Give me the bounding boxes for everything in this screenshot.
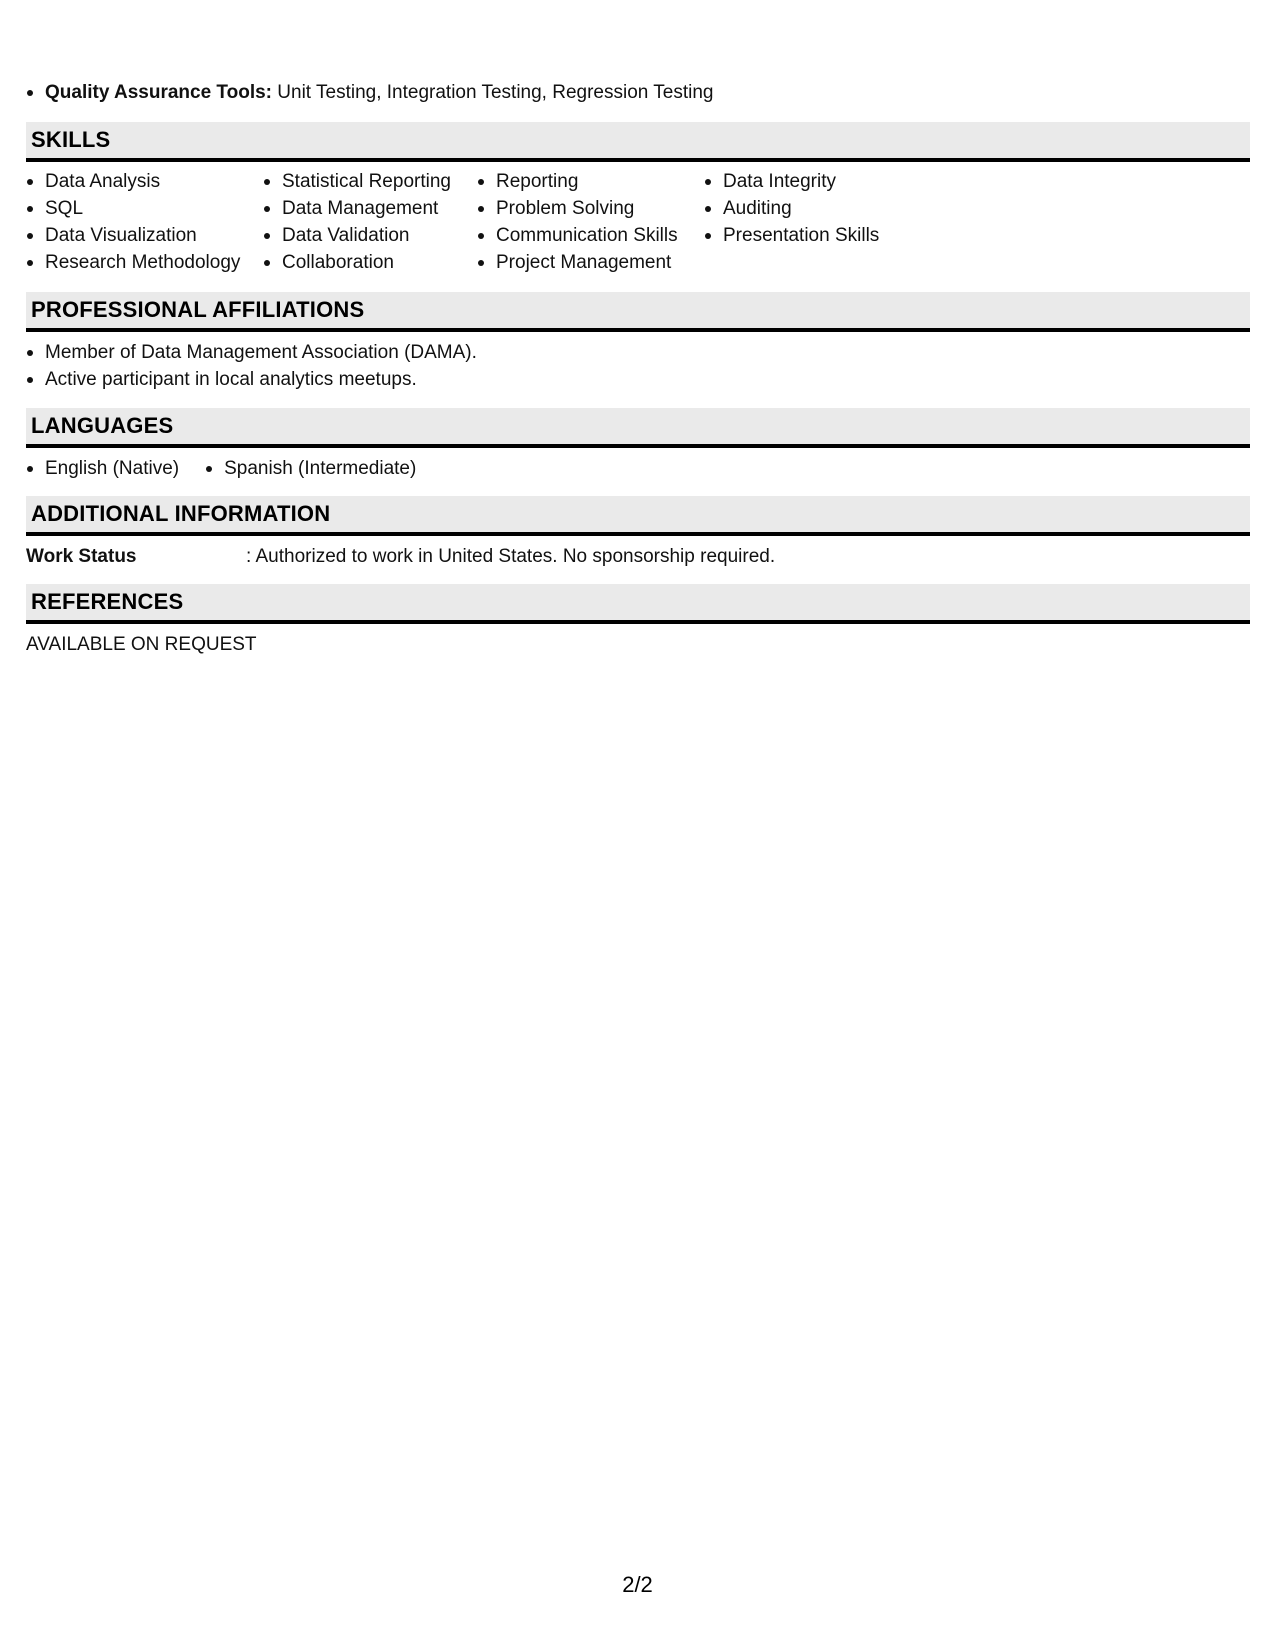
affiliations-list: [26, 339, 477, 393]
skill-item: Auditing: [704, 195, 924, 222]
item-text: Unit Testing, Integration Testing, Regression Testing: [272, 82, 714, 103]
skill-item: Statistical Reporting: [263, 168, 477, 195]
section-header-affiliations: [26, 292, 1250, 332]
work-status-label: Work Status: [26, 546, 137, 567]
skill-item: Problem Solving: [477, 195, 704, 222]
affiliation-item: Member of Data Management Association (DAMA).: [26, 339, 477, 366]
skill-item: SQL: [26, 195, 263, 222]
item-label: Quality Assurance Tools:: [45, 82, 272, 103]
skill-item: Data Integrity: [704, 168, 924, 195]
list-item: [26, 79, 713, 106]
skill-item: Reporting: [477, 168, 704, 195]
skill-item: Data Management: [263, 195, 477, 222]
skills-column: [263, 168, 477, 276]
skill-item: Data Validation: [263, 222, 477, 249]
skills-column: [704, 168, 924, 276]
section-title: LANGUAGES: [31, 413, 174, 438]
skill-item: Data Analysis: [26, 168, 263, 195]
section-header-additional-information: [26, 496, 1250, 536]
skill-item: Communication Skills: [477, 222, 704, 249]
language-item: English (Native): [26, 455, 179, 482]
section-header-references: [26, 584, 1250, 624]
technical-skills-continued-list: [26, 79, 713, 106]
skills-grid: [26, 168, 924, 276]
work-status-row: [26, 543, 775, 570]
section-header-skills: [26, 122, 1250, 162]
languages-list: [26, 455, 442, 482]
section-title: REFERENCES: [31, 589, 184, 614]
skill-item: Research Methodology: [26, 249, 263, 276]
language-item: Spanish (Intermediate): [205, 455, 416, 482]
section-title: ADDITIONAL INFORMATION: [31, 501, 331, 526]
affiliation-item: Active participant in local analytics meetups.: [26, 366, 477, 393]
skill-item: Presentation Skills: [704, 222, 924, 249]
skill-item: Project Management: [477, 249, 704, 276]
section-title: PROFESSIONAL AFFILIATIONS: [31, 297, 365, 322]
skills-column: [26, 168, 263, 276]
skills-column: [477, 168, 704, 276]
work-status-value: : Authorized to work in United States. No sponsorship required.: [246, 546, 776, 567]
section-header-languages: [26, 408, 1250, 448]
skill-item: Collaboration: [263, 249, 477, 276]
references-text: AVAILABLE ON REQUEST: [26, 634, 257, 655]
skill-item: Data Visualization: [26, 222, 263, 249]
section-title: SKILLS: [31, 127, 111, 152]
page-number: 2/2: [622, 1572, 653, 1597]
